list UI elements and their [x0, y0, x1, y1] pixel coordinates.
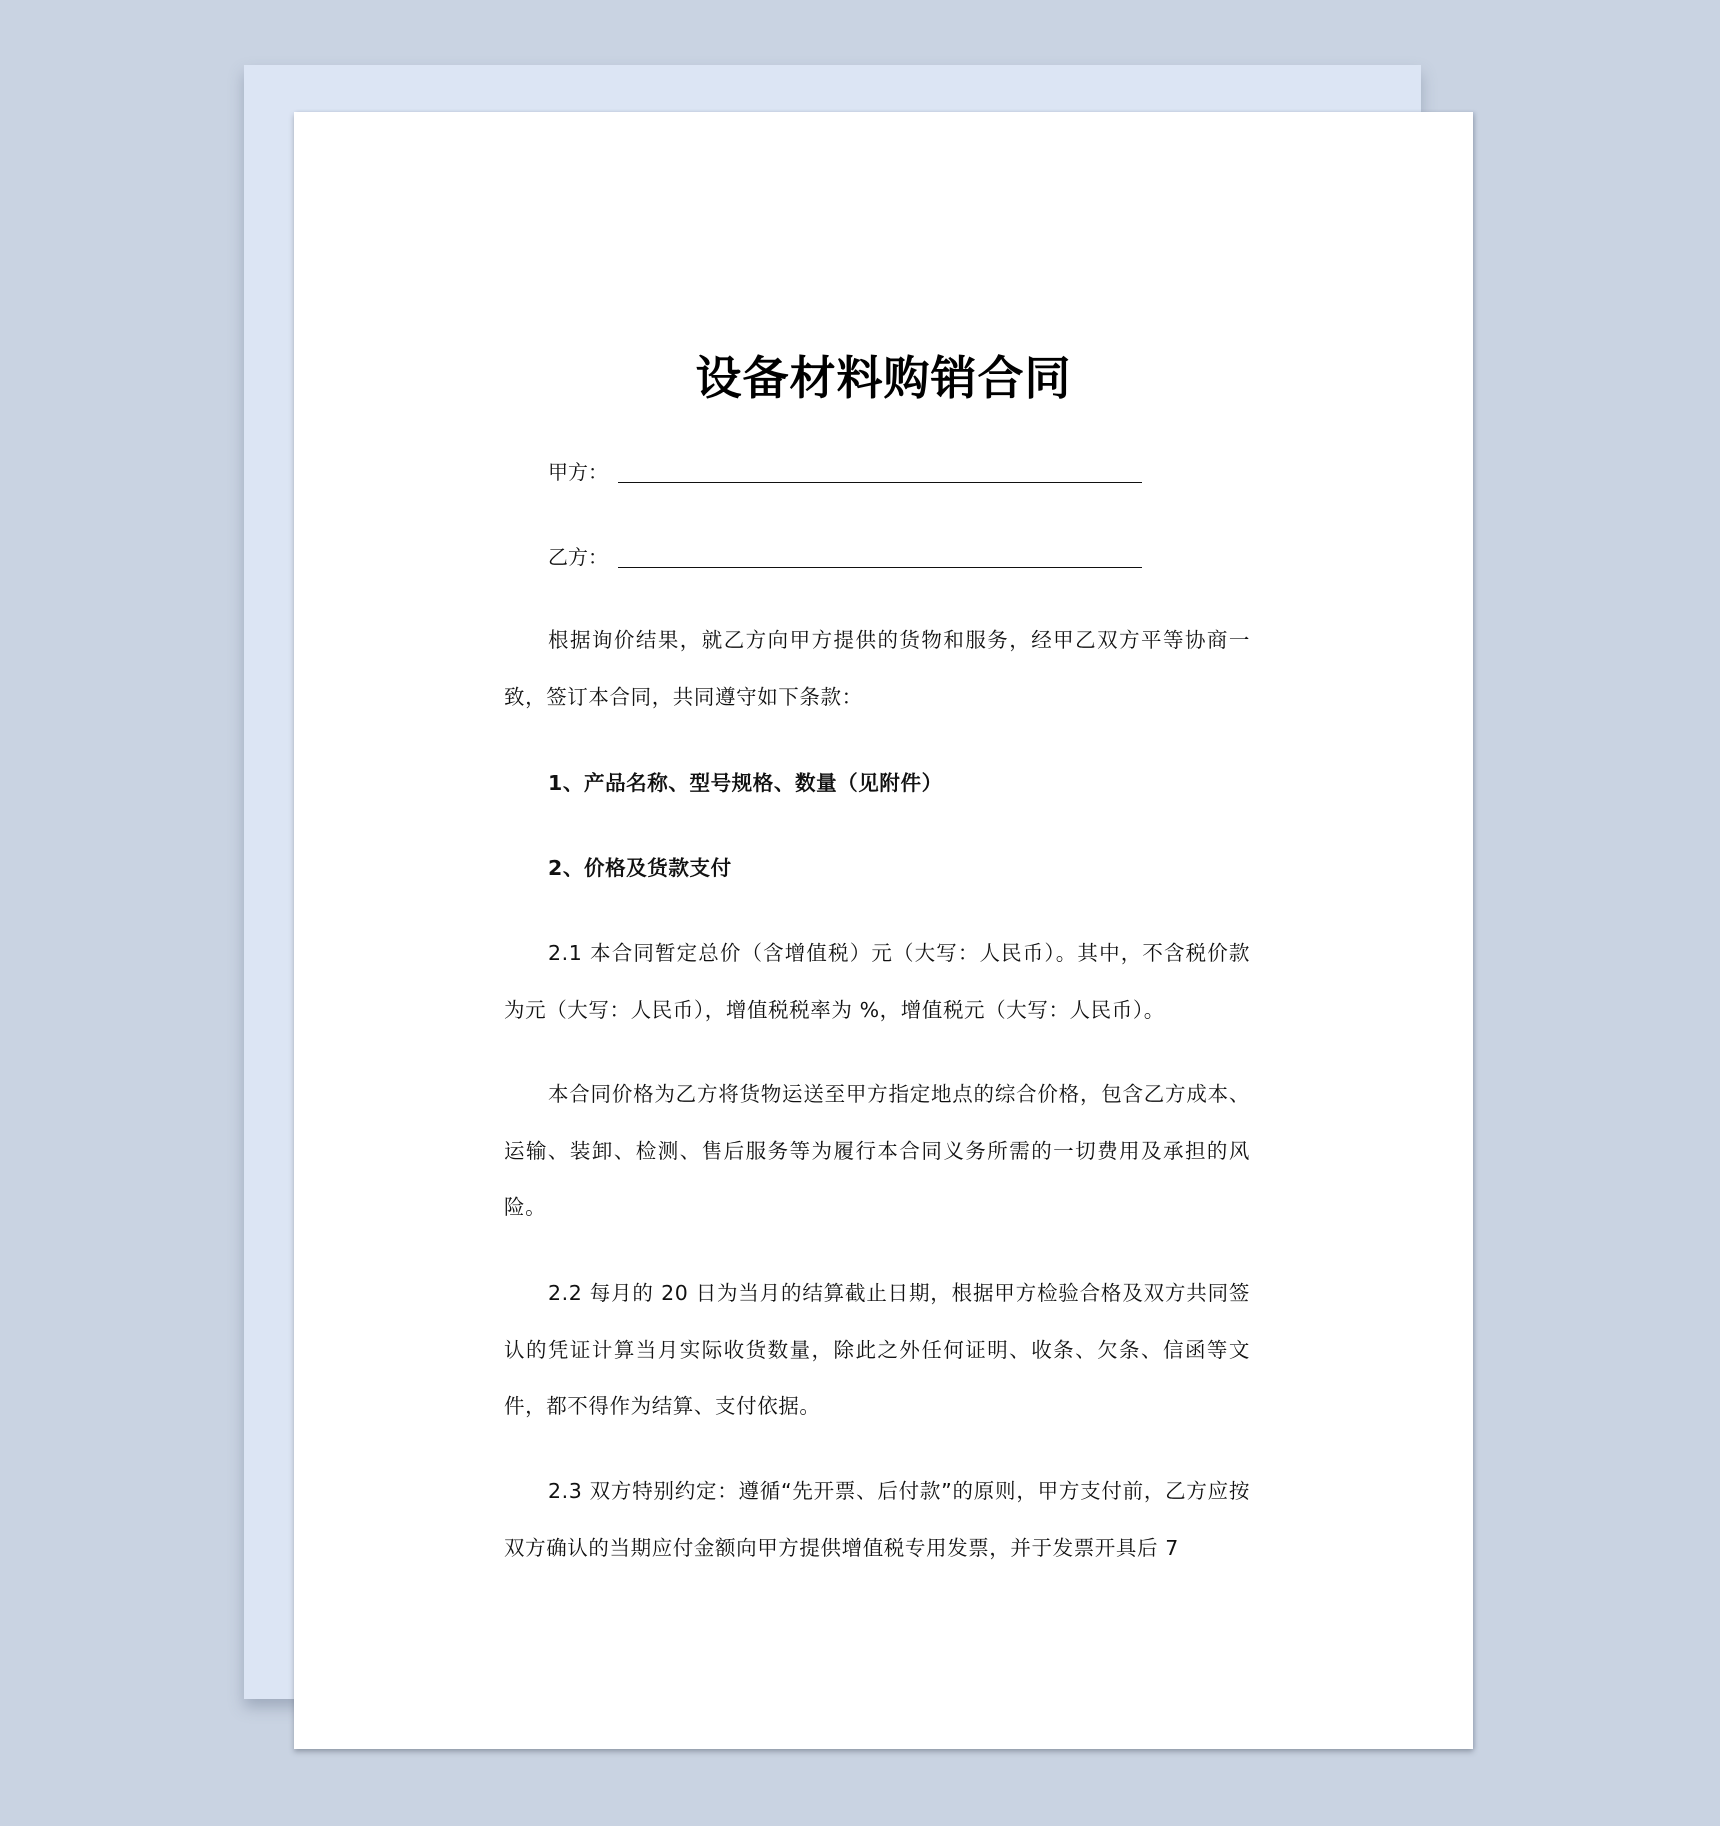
clause-2-1-paragraph: 2.1 本合同暂定总价（含增值税）元（大写：人民币）。其中，不含税价款为元（大写：人民币），增值税税率为 %，增值税元（大写：人民币）。: [504, 941, 1250, 1022]
section-2-heading: 2、价格及货款支付: [548, 856, 732, 880]
intro-paragraph: 根据询价结果，就乙方向甲方提供的货物和服务，经甲乙双方平等协商一致，签订本合同，共同遵守如下条款：: [504, 628, 1250, 709]
clause-2-3-paragraph: 2.3 双方特别约定：遵循“先开票、后付款”的原则，甲方支付前，乙方应按双方确认的当期应付金额向甲方提供增值税专用发票，并于发票开具后 7: [504, 1479, 1250, 1560]
party-b-blank[interactable]: [618, 567, 1142, 568]
party-a-line: [548, 458, 1142, 486]
price-scope-paragraph: 本合同价格为乙方将货物运送至甲方指定地点的综合价格，包含乙方成本、运输、装卸、检测、售后服务等为履行本合同义务所需的一切费用及承担的风险。: [504, 1082, 1250, 1219]
party-b-line: [548, 543, 1142, 571]
party-a-label: 甲方：: [548, 460, 608, 484]
section-1-heading: 1、产品名称、型号规格、数量（见附件）: [548, 771, 943, 795]
party-b-label: 乙方：: [548, 545, 608, 569]
document-title: 设备材料购销合同: [695, 351, 1072, 405]
party-a-blank[interactable]: [618, 482, 1142, 483]
clause-2-2-paragraph: 2.2 每月的 20 日为当月的结算截止日期，根据甲方检验合格及双方共同签认的凭证计算当月实际收货数量，除此之外任何证明、收条、欠条、信函等文件，都不得作为结算、支付依据。: [504, 1281, 1250, 1418]
document-page: [294, 112, 1473, 1749]
